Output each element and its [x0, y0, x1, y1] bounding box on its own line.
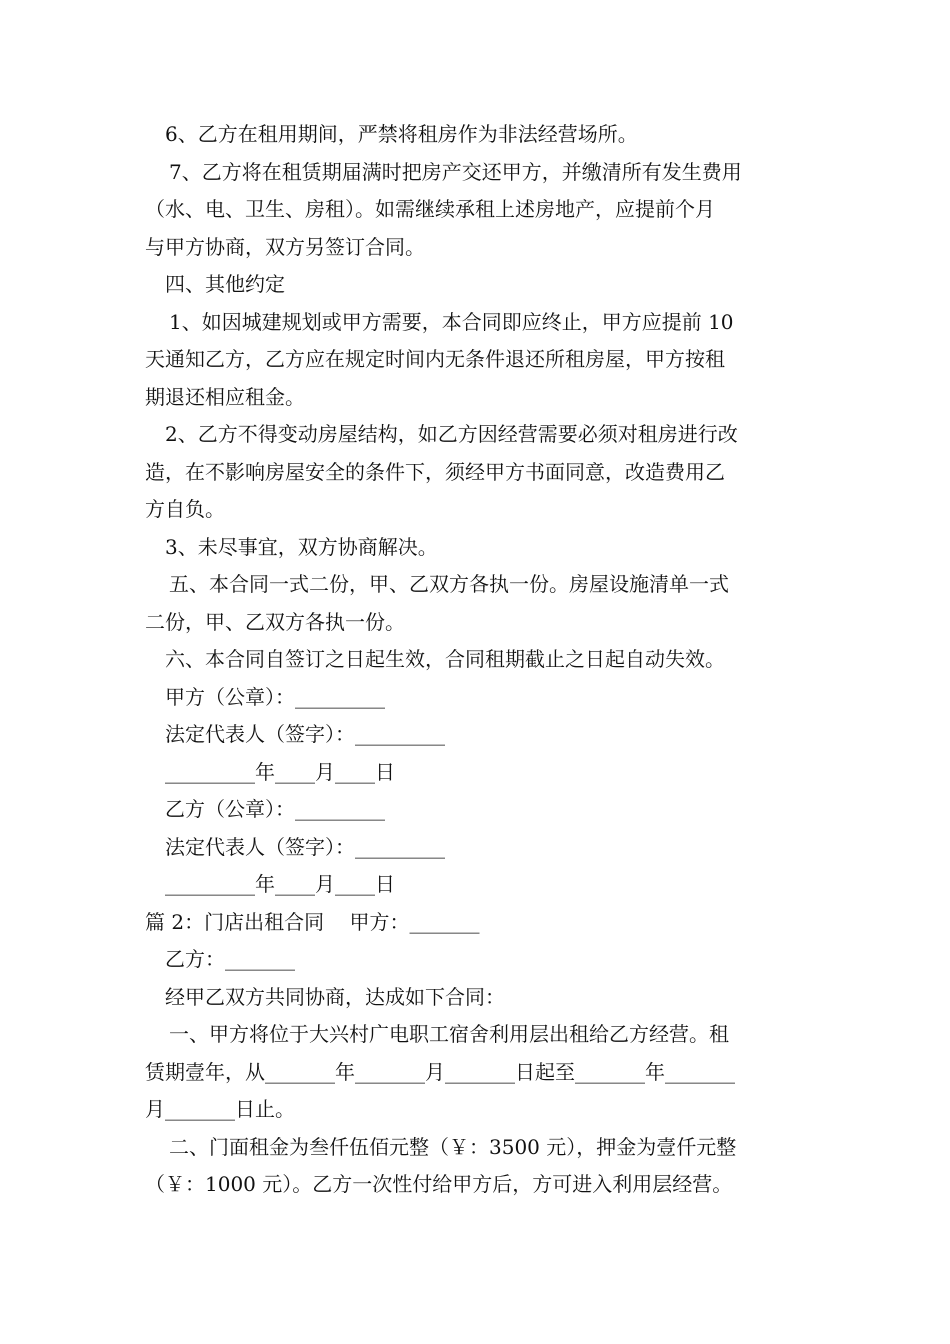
- part-2-party-b-field: 乙方：_______: [165, 947, 295, 971]
- section-4-item-2-line-1: 2、乙方不得变动房屋结构，如乙方因经营需要必须对租房进行改: [165, 422, 738, 446]
- section-4-item-1-line-1: 1、如因城建规划或甲方需要，本合同即应终止，甲方应提前 10: [169, 309, 734, 334]
- party-a-representative-field: 法定代表人（签字）：_________: [165, 722, 445, 746]
- section-4-item-3: 3、未尽事宜，双方协商解决。: [165, 534, 438, 559]
- section-4-item-2-line-2: 造，在不影响房屋安全的条件下，须经甲方书面同意，改造费用乙: [145, 459, 725, 484]
- section-6: 六、本合同自签订之日起生效，合同租期截止之日起自动失效。: [165, 647, 725, 671]
- part-2-clause-2-line-1: 二、门面租金为叁仟伍佰元整（￥：3500 元），押金为壹仟元整: [169, 1134, 737, 1159]
- clause-7-line-1: 7、乙方将在租赁期届满时把房产交还甲方，并缴清所有发生费用: [169, 159, 742, 184]
- party-b-representative-field: 法定代表人（签字）：_________: [165, 834, 445, 859]
- section-5-line-1: 五、本合同一式二份，甲、乙双方各执一份。房屋设施清单一式: [169, 572, 729, 596]
- party-a-seal-field: 甲方（公章）：_________: [165, 684, 385, 709]
- part-2-clause-1-line-1: 一、甲方将位于大兴村广电职工宿舍利用层出租给乙方经营。租: [169, 1022, 729, 1046]
- section-5-line-2: 二份，甲、乙双方各执一份。: [145, 609, 405, 634]
- section-4-heading: 四、其他约定: [165, 272, 285, 296]
- clause-7-line-2: （水、电、卫生、房租）。如需继续承租上述房地产，应提前个月: [145, 197, 715, 221]
- section-4-item-2-line-3: 方自负。: [145, 497, 225, 521]
- section-4-item-1-line-2: 天通知乙方，乙方应在规定时间内无条件退还所租房屋，甲方按租: [145, 347, 725, 371]
- part-2-clause-1-line-3: 月_______日止。: [145, 1097, 295, 1121]
- section-4-item-1-line-3: 期退还相应租金。: [145, 384, 305, 409]
- part-2-title: 篇 2：门店出租合同 甲方：_______: [145, 909, 480, 934]
- clause-7-line-3: 与甲方协商，双方另签订合同。: [145, 234, 425, 259]
- party-b-seal-field: 乙方（公章）：_________: [165, 797, 385, 821]
- document-body: [145, 116, 807, 1204]
- clause-6: 6、乙方在租用期间，严禁将租房作为非法经营场所。: [165, 122, 638, 146]
- part-2-clause-1-line-2: 赁期壹年，从_______年_______月_______日起至_______年_______: [145, 1059, 735, 1084]
- party-b-date-field: _________年____月____日: [165, 872, 395, 896]
- part-2-preamble: 经甲乙双方共同协商，达成如下合同：: [165, 984, 505, 1009]
- part-2-clause-2-line-2: （￥：1000 元）。乙方一次性付给甲方后，方可进入利用层经营。: [145, 1172, 733, 1196]
- party-a-date-field: _________年____月____日: [165, 759, 395, 784]
